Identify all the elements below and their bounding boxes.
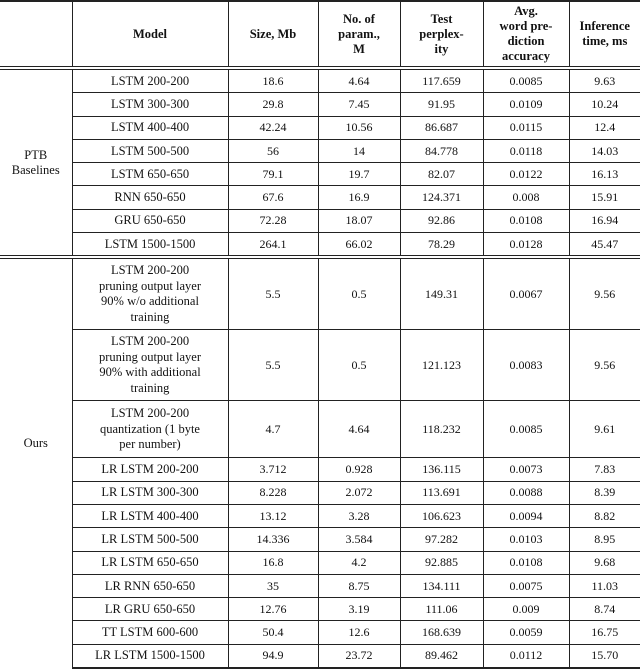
cell-model: LR LSTM 500-500 bbox=[72, 528, 228, 551]
cell-inference: 16.94 bbox=[569, 209, 640, 232]
header-params-line: param., bbox=[338, 26, 380, 41]
cell-size: 8.228 bbox=[228, 481, 318, 504]
cell-inference: 8.74 bbox=[569, 598, 640, 621]
cell-model: LSTM 500-500 bbox=[72, 139, 228, 162]
cell-size: 13.12 bbox=[228, 504, 318, 527]
cell-accuracy: 0.0108 bbox=[483, 551, 569, 574]
header-accuracy-line: diction bbox=[507, 34, 545, 48]
cell-size: 12.76 bbox=[228, 598, 318, 621]
table-row bbox=[0, 233, 640, 256]
header-inference-line: Inference bbox=[579, 19, 630, 33]
cell-params: 10.56 bbox=[318, 116, 400, 139]
cell-model: LR LSTM 650-650 bbox=[72, 551, 228, 574]
cell-params: 3.584 bbox=[318, 528, 400, 551]
cell-perplexity: 78.29 bbox=[400, 233, 483, 256]
cell-perplexity: 106.623 bbox=[400, 504, 483, 527]
cell-perplexity: 136.115 bbox=[400, 458, 483, 481]
cell-model: LR GRU 650-650 bbox=[72, 598, 228, 621]
cell-model: LR RNN 650-650 bbox=[72, 574, 228, 597]
cell-accuracy: 0.0109 bbox=[483, 93, 569, 116]
header-accuracy-line: accuracy bbox=[502, 49, 550, 63]
cell-params: 3.28 bbox=[318, 504, 400, 527]
header-params-line: No. of bbox=[343, 11, 375, 26]
cell-inference: 10.24 bbox=[569, 93, 640, 116]
cell-inference: 9.56 bbox=[569, 330, 640, 401]
cell-model: RNN 650-650 bbox=[72, 186, 228, 209]
header-params bbox=[318, 1, 400, 67]
cell-perplexity: 97.282 bbox=[400, 528, 483, 551]
cell-inference: 14.03 bbox=[569, 139, 640, 162]
cell-perplexity: 86.687 bbox=[400, 116, 483, 139]
header-params-line: M bbox=[353, 41, 365, 56]
cell-model: LR LSTM 200-200 bbox=[72, 458, 228, 481]
table-row bbox=[0, 528, 640, 551]
cell-perplexity: 89.462 bbox=[400, 644, 483, 668]
model-line: per number) bbox=[119, 437, 181, 452]
table-row bbox=[0, 163, 640, 186]
group-label-spacer bbox=[0, 458, 72, 668]
cell-inference: 45.47 bbox=[569, 233, 640, 256]
cell-params: 3.19 bbox=[318, 598, 400, 621]
header-perplexity-line: Test bbox=[430, 11, 453, 26]
cell-size: 56 bbox=[228, 139, 318, 162]
cell-accuracy: 0.0059 bbox=[483, 621, 569, 644]
cell-params: 0.5 bbox=[318, 259, 400, 330]
cell-model bbox=[72, 330, 228, 401]
table-row bbox=[0, 139, 640, 162]
model-line: pruning output layer bbox=[98, 349, 202, 364]
model-line: LSTM 200-200 bbox=[110, 263, 190, 278]
table-row bbox=[0, 574, 640, 597]
table-row bbox=[0, 70, 640, 93]
table-row bbox=[0, 209, 640, 232]
cell-inference: 16.75 bbox=[569, 621, 640, 644]
cell-inference: 9.61 bbox=[569, 401, 640, 458]
header-perplexity bbox=[400, 1, 483, 67]
table-row bbox=[0, 259, 640, 330]
cell-accuracy: 0.0122 bbox=[483, 163, 569, 186]
table-row bbox=[0, 458, 640, 481]
cell-inference: 9.63 bbox=[569, 70, 640, 93]
cell-size: 29.8 bbox=[228, 93, 318, 116]
cell-params: 23.72 bbox=[318, 644, 400, 668]
header-group bbox=[0, 1, 72, 67]
header-row bbox=[0, 1, 640, 67]
cell-perplexity: 134.111 bbox=[400, 574, 483, 597]
cell-size: 4.7 bbox=[228, 401, 318, 458]
group-label-line: PTB bbox=[24, 147, 48, 162]
cell-inference: 8.95 bbox=[569, 528, 640, 551]
cell-size: 5.5 bbox=[228, 259, 318, 330]
cell-perplexity: 84.778 bbox=[400, 139, 483, 162]
cell-params: 4.64 bbox=[318, 401, 400, 458]
cell-params: 66.02 bbox=[318, 233, 400, 256]
cell-accuracy: 0.0103 bbox=[483, 528, 569, 551]
cell-model: GRU 650-650 bbox=[72, 209, 228, 232]
cell-params: 4.64 bbox=[318, 70, 400, 93]
header-perplexity-line: perplex- bbox=[419, 26, 464, 41]
cell-model: LSTM 400-400 bbox=[72, 116, 228, 139]
table-row bbox=[0, 186, 640, 209]
cell-params: 7.45 bbox=[318, 93, 400, 116]
cell-perplexity: 168.639 bbox=[400, 621, 483, 644]
table-row bbox=[0, 330, 640, 401]
cell-size: 16.8 bbox=[228, 551, 318, 574]
cell-model: TT LSTM 600-600 bbox=[72, 621, 228, 644]
group-label-line: Baselines bbox=[11, 162, 60, 177]
cell-size: 94.9 bbox=[228, 644, 318, 668]
cell-perplexity: 91.95 bbox=[400, 93, 483, 116]
cell-size: 79.1 bbox=[228, 163, 318, 186]
cell-inference: 11.03 bbox=[569, 574, 640, 597]
cell-inference: 12.4 bbox=[569, 116, 640, 139]
cell-size: 42.24 bbox=[228, 116, 318, 139]
model-line: pruning output layer bbox=[98, 278, 202, 293]
model-line: 90% w/o additional bbox=[101, 294, 199, 309]
cell-inference: 16.13 bbox=[569, 163, 640, 186]
cell-perplexity: 113.691 bbox=[400, 481, 483, 504]
cell-size: 72.28 bbox=[228, 209, 318, 232]
cell-accuracy: 0.0094 bbox=[483, 504, 569, 527]
cell-model: LR LSTM 1500-1500 bbox=[72, 644, 228, 668]
cell-params: 16.9 bbox=[318, 186, 400, 209]
cell-inference: 15.91 bbox=[569, 186, 640, 209]
cell-model bbox=[72, 259, 228, 330]
header-size: Size, Mb bbox=[228, 1, 318, 67]
cell-model: LR LSTM 400-400 bbox=[72, 504, 228, 527]
cell-accuracy: 0.0108 bbox=[483, 209, 569, 232]
cell-inference: 9.56 bbox=[569, 259, 640, 330]
cell-accuracy: 0.0088 bbox=[483, 481, 569, 504]
cell-perplexity: 118.232 bbox=[400, 401, 483, 458]
cell-params: 19.7 bbox=[318, 163, 400, 186]
header-accuracy-line: word pre- bbox=[499, 19, 553, 33]
table-row bbox=[0, 644, 640, 668]
cell-perplexity: 124.371 bbox=[400, 186, 483, 209]
cell-size: 67.6 bbox=[228, 186, 318, 209]
model-line: training bbox=[130, 380, 170, 395]
cell-size: 5.5 bbox=[228, 330, 318, 401]
cell-size: 14.336 bbox=[228, 528, 318, 551]
cell-params: 18.07 bbox=[318, 209, 400, 232]
cell-params: 4.2 bbox=[318, 551, 400, 574]
cell-model: LSTM 1500-1500 bbox=[72, 233, 228, 256]
cell-model: LR LSTM 300-300 bbox=[72, 481, 228, 504]
cell-perplexity: 149.31 bbox=[400, 259, 483, 330]
cell-perplexity: 82.07 bbox=[400, 163, 483, 186]
cell-model bbox=[72, 401, 228, 458]
cell-params: 0.5 bbox=[318, 330, 400, 401]
header-inference bbox=[569, 1, 640, 67]
group-label-ours bbox=[0, 259, 72, 458]
cell-accuracy: 0.0112 bbox=[483, 644, 569, 668]
cell-accuracy: 0.0075 bbox=[483, 574, 569, 597]
cell-accuracy: 0.0128 bbox=[483, 233, 569, 256]
cell-inference: 8.82 bbox=[569, 504, 640, 527]
cell-model: LSTM 300-300 bbox=[72, 93, 228, 116]
cell-perplexity: 92.86 bbox=[400, 209, 483, 232]
cell-perplexity: 121.123 bbox=[400, 330, 483, 401]
table-row bbox=[0, 598, 640, 621]
table-row bbox=[0, 401, 640, 458]
model-line: LSTM 200-200 bbox=[110, 406, 190, 421]
cell-inference: 7.83 bbox=[569, 458, 640, 481]
group-label-line: Ours bbox=[23, 436, 48, 451]
header-accuracy bbox=[483, 1, 569, 67]
cell-inference: 8.39 bbox=[569, 481, 640, 504]
cell-accuracy: 0.0118 bbox=[483, 139, 569, 162]
cell-accuracy: 0.0115 bbox=[483, 116, 569, 139]
cell-accuracy: 0.0073 bbox=[483, 458, 569, 481]
group-label-ptb bbox=[0, 70, 72, 256]
cell-params: 0.928 bbox=[318, 458, 400, 481]
cell-size: 50.4 bbox=[228, 621, 318, 644]
model-line: 90% with additional bbox=[99, 365, 201, 380]
cell-size: 264.1 bbox=[228, 233, 318, 256]
cell-params: 2.072 bbox=[318, 481, 400, 504]
cell-inference: 9.68 bbox=[569, 551, 640, 574]
table-row bbox=[0, 93, 640, 116]
cell-accuracy: 0.0067 bbox=[483, 259, 569, 330]
cell-params: 14 bbox=[318, 139, 400, 162]
header-model: Model bbox=[72, 1, 228, 67]
cell-accuracy: 0.008 bbox=[483, 186, 569, 209]
table-row bbox=[0, 504, 640, 527]
cell-accuracy: 0.0085 bbox=[483, 401, 569, 458]
table-row bbox=[0, 481, 640, 504]
cell-model: LSTM 200-200 bbox=[72, 70, 228, 93]
header-inference-line: time, ms bbox=[582, 34, 628, 48]
cell-accuracy: 0.0085 bbox=[483, 70, 569, 93]
cell-accuracy: 0.009 bbox=[483, 598, 569, 621]
cell-accuracy: 0.0083 bbox=[483, 330, 569, 401]
model-line: quantization (1 byte bbox=[100, 421, 200, 436]
model-line: LSTM 200-200 bbox=[110, 334, 190, 349]
cell-model: LSTM 650-650 bbox=[72, 163, 228, 186]
model-line: training bbox=[130, 309, 170, 324]
cell-size: 35 bbox=[228, 574, 318, 597]
cell-perplexity: 111.06 bbox=[400, 598, 483, 621]
cell-size: 3.712 bbox=[228, 458, 318, 481]
cell-inference: 15.70 bbox=[569, 644, 640, 668]
cell-params: 12.6 bbox=[318, 621, 400, 644]
cell-params: 8.75 bbox=[318, 574, 400, 597]
cell-size: 18.6 bbox=[228, 70, 318, 93]
cell-perplexity: 92.885 bbox=[400, 551, 483, 574]
header-accuracy-line: Avg. bbox=[514, 4, 538, 18]
table-row bbox=[0, 116, 640, 139]
cell-perplexity: 117.659 bbox=[400, 70, 483, 93]
table-row bbox=[0, 621, 640, 644]
header-perplexity-line: ity bbox=[434, 41, 449, 56]
table-row bbox=[0, 551, 640, 574]
